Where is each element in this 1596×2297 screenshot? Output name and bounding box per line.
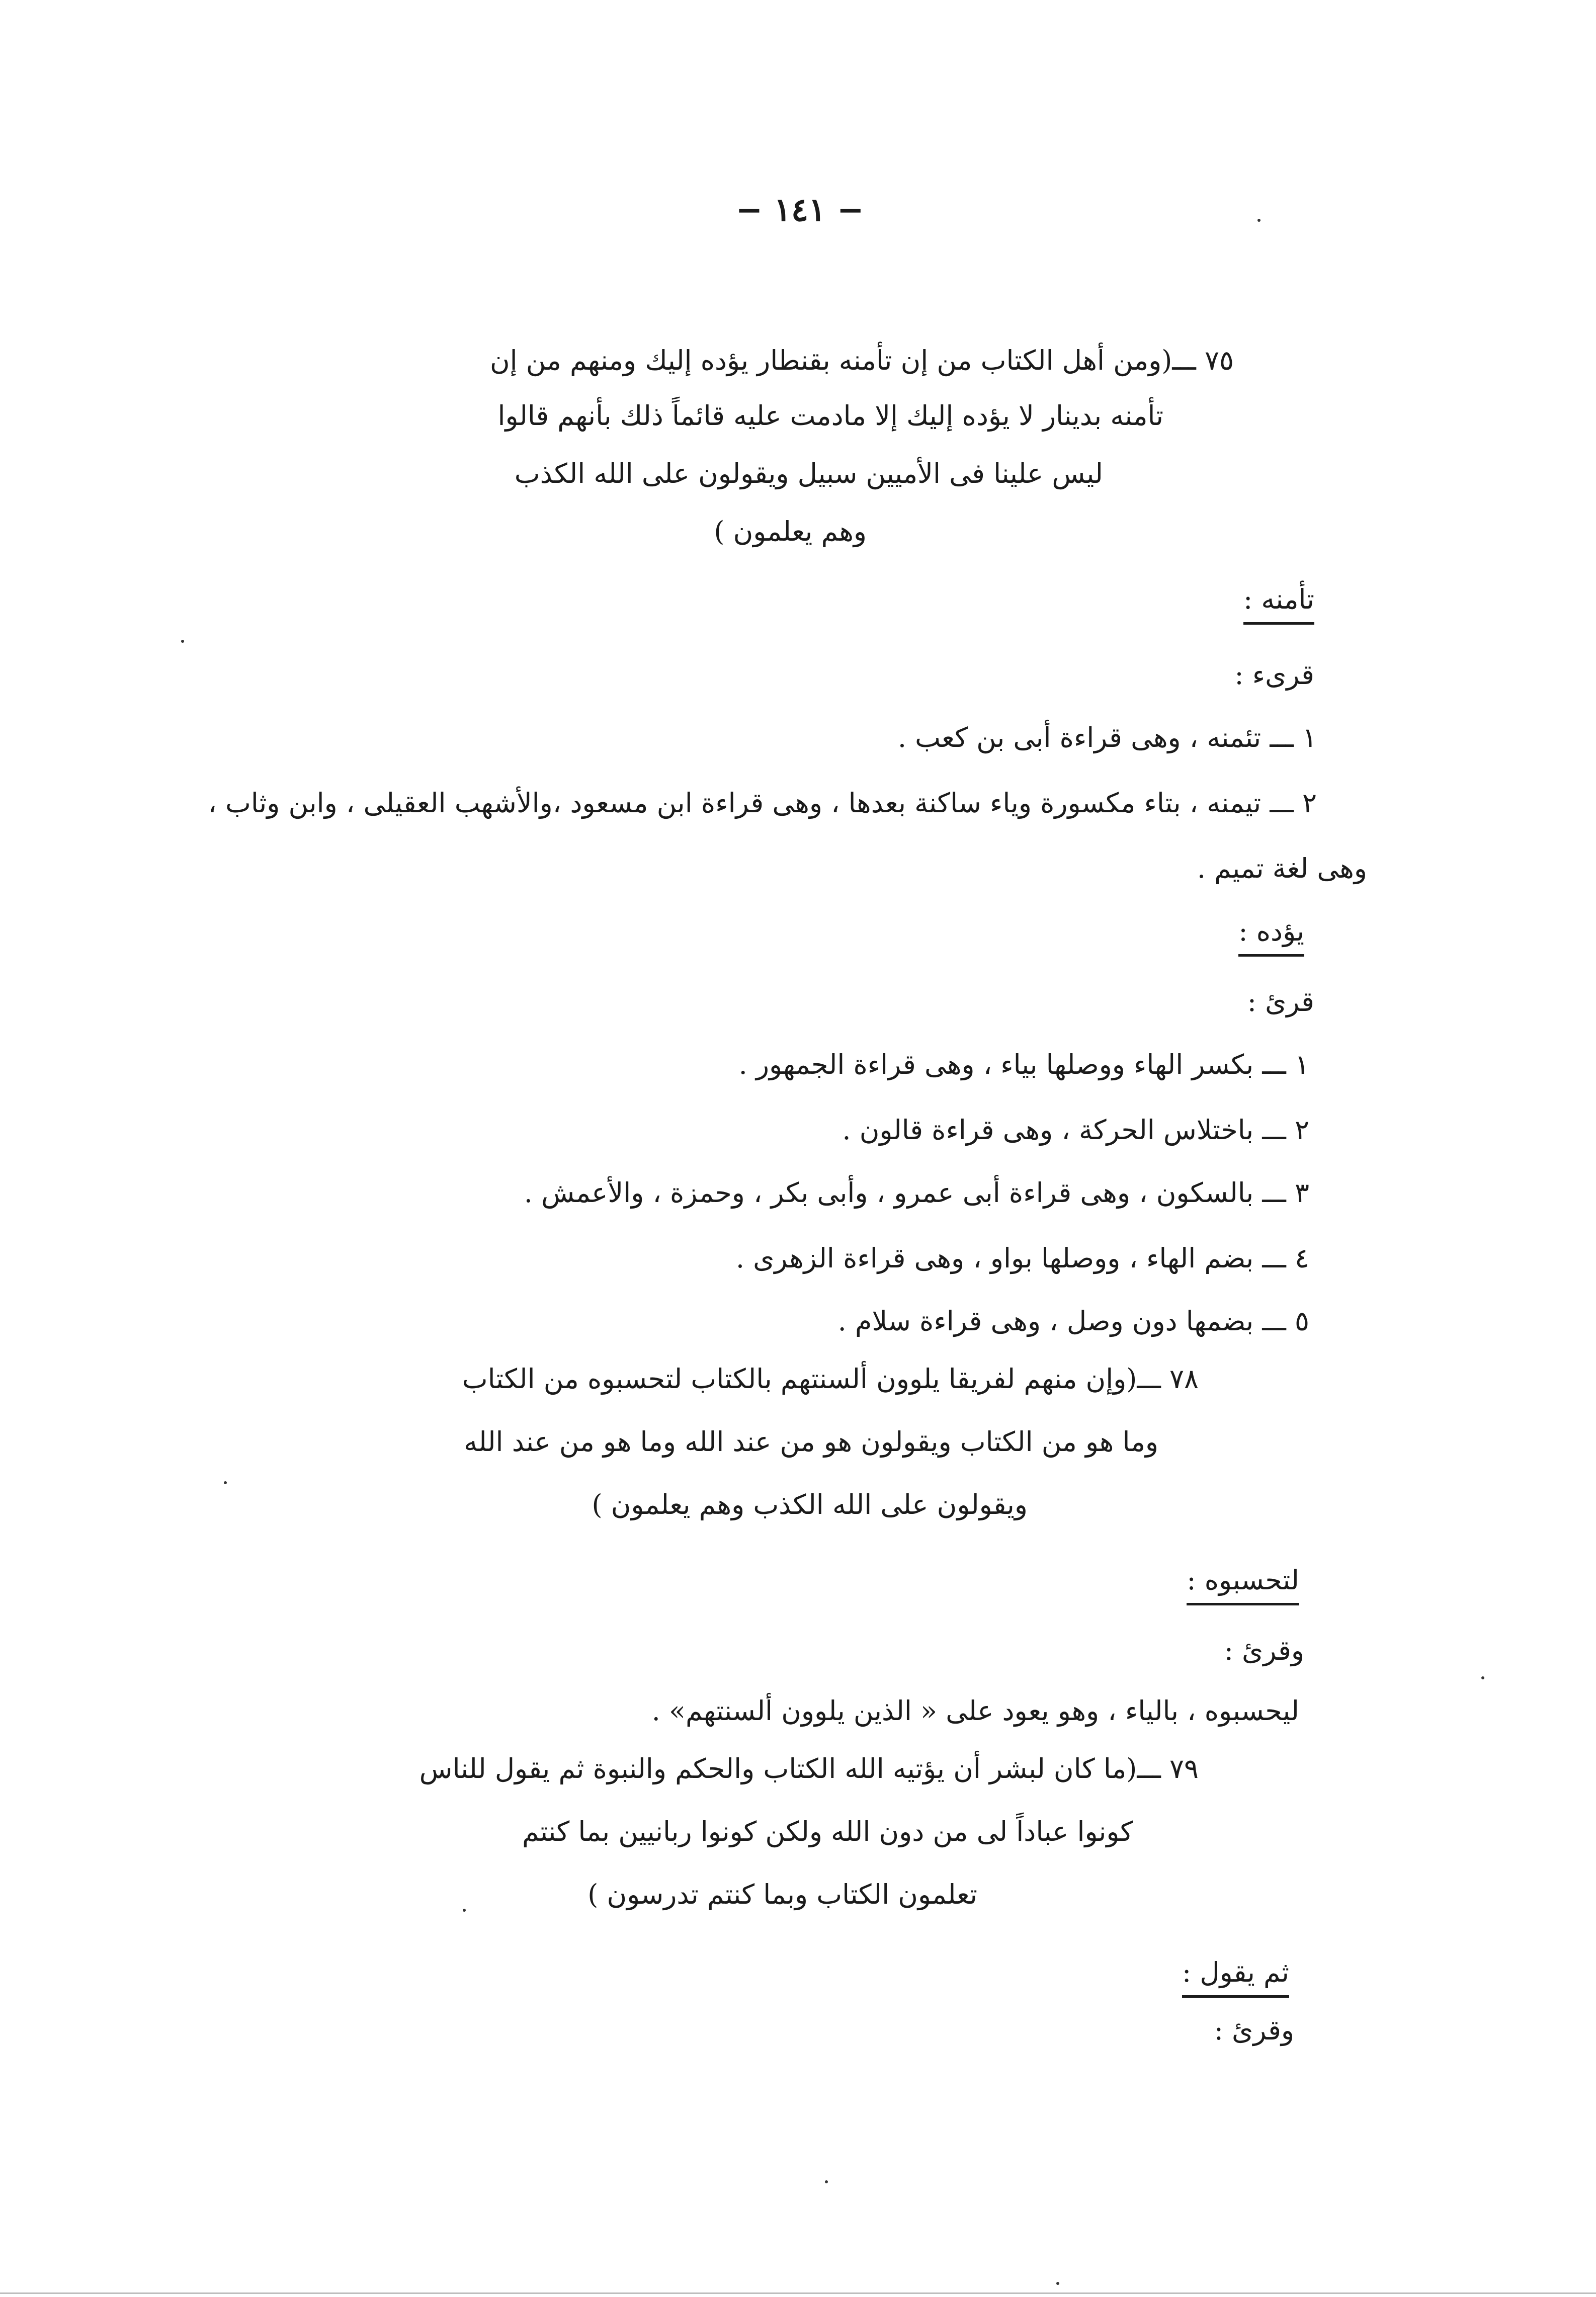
yuaddih-reading-4: ٤ ـــ بضم الهاء ، ووصلها بواو ، وهى قراءة الزهرى . <box>735 1242 1309 1274</box>
verse-75-line-4: وهم يعلمون ) <box>714 516 867 547</box>
litahsabuhu-reading: ليحسبوه ، بالياء ، وهو يعود على « الذين يلوون ألسنتهم» . <box>651 1695 1299 1727</box>
page-bottom-edge <box>0 2292 1596 2294</box>
heading-tamanhu: تأمنه : <box>1243 583 1314 625</box>
verse-79-line-1: ٧٩ ـــ(ما كان لبشر أن يؤتيه الله الكتاب والحكم والنبوة ثم يقول للناس <box>419 1753 1199 1784</box>
tamanhu-reading-2: ٢ ـــ تيمنه ، بتاء مكسورة وياء ساكنة بعدها ، وهى قراءة ابن مسعود ،والأشهب العقيلى ، وابن وثاب ، <box>208 787 1317 819</box>
scan-speck <box>1257 219 1261 222</box>
verse-78-line-3: ويقولون على الله الكذب وهم يعلمون ) <box>592 1489 1028 1520</box>
verse-78-line-2: وما هو من الكتاب ويقولون هو من عند الله وما هو من عند الله <box>464 1426 1158 1458</box>
scan-speck <box>181 640 184 643</box>
heading-litahsabuhu: لتحسبوه : <box>1187 1564 1299 1605</box>
yuaddih-reading-3: ٣ ـــ بالسكون ، وهى قراءة أبى عمرو ، وأبى بكر ، وحمزة ، والأعمش . <box>524 1177 1309 1209</box>
heading-yuaddih: يؤده : <box>1238 915 1304 957</box>
heading-qurie-1: قرىء : <box>1234 659 1314 691</box>
heading-qurie-2: قرئ : <box>1247 986 1314 1017</box>
verse-75-line-3: ليس علينا فى الأميين سبيل ويقولون على الله الكذب <box>514 458 1103 489</box>
heading-qurie-3: وقرئ : <box>1224 1635 1304 1666</box>
verse-75-line-2: تأمنه بدينار لا يؤده إليك إلا مادمت عليه قائماً ذلك بأنهم قالوا <box>497 400 1163 432</box>
verse-75-line-1: ٧٥ ـــ(ومن أهل الكتاب من إن تأمنه بقنطار يؤده إليك ومنهم من إن <box>489 345 1234 376</box>
scan-speck <box>463 1909 466 1912</box>
yuaddih-reading-2: ٢ ـــ باختلاس الحركة ، وهى قراءة قالون . <box>842 1114 1309 1146</box>
yuaddih-reading-5: ٥ ـــ بضمها دون وصل ، وهى قراءة سلام . <box>837 1305 1309 1337</box>
scan-speck <box>1056 2282 1059 2285</box>
scan-speck <box>224 1481 227 1484</box>
heading-qurie-4: وقرئ : <box>1214 2014 1294 2046</box>
scan-speck <box>1481 1676 1484 1679</box>
verse-78-line-1: ٧٨ ـــ(وإن منهم لفريقا يلوون ألسنتهم بالكتاب لتحسبوه من الكتاب <box>462 1363 1199 1395</box>
scan-speck <box>825 2180 828 2183</box>
page-number: − ١٤١ − <box>735 191 864 229</box>
yuaddih-reading-1: ١ ـــ بكسر الهاء ووصلها بياء ، وهى قراءة الجمهور . <box>738 1049 1309 1080</box>
tamanhu-reading-1: ١ ـــ تئمنه ، وهى قراءة أبى بن كعب . <box>897 722 1317 753</box>
heading-thumma-yaqulu: ثم يقول : <box>1182 1956 1289 1998</box>
verse-79-line-3: تعلمون الكتاب وبما كنتم تدرسون ) <box>587 1879 977 1910</box>
tamanhu-reading-2-cont: وهى لغة تميم . <box>1197 853 1367 884</box>
verse-79-line-2: كونوا عباداً لى من دون الله ولكن كونوا ربانيين بما كنتم <box>522 1816 1133 1847</box>
